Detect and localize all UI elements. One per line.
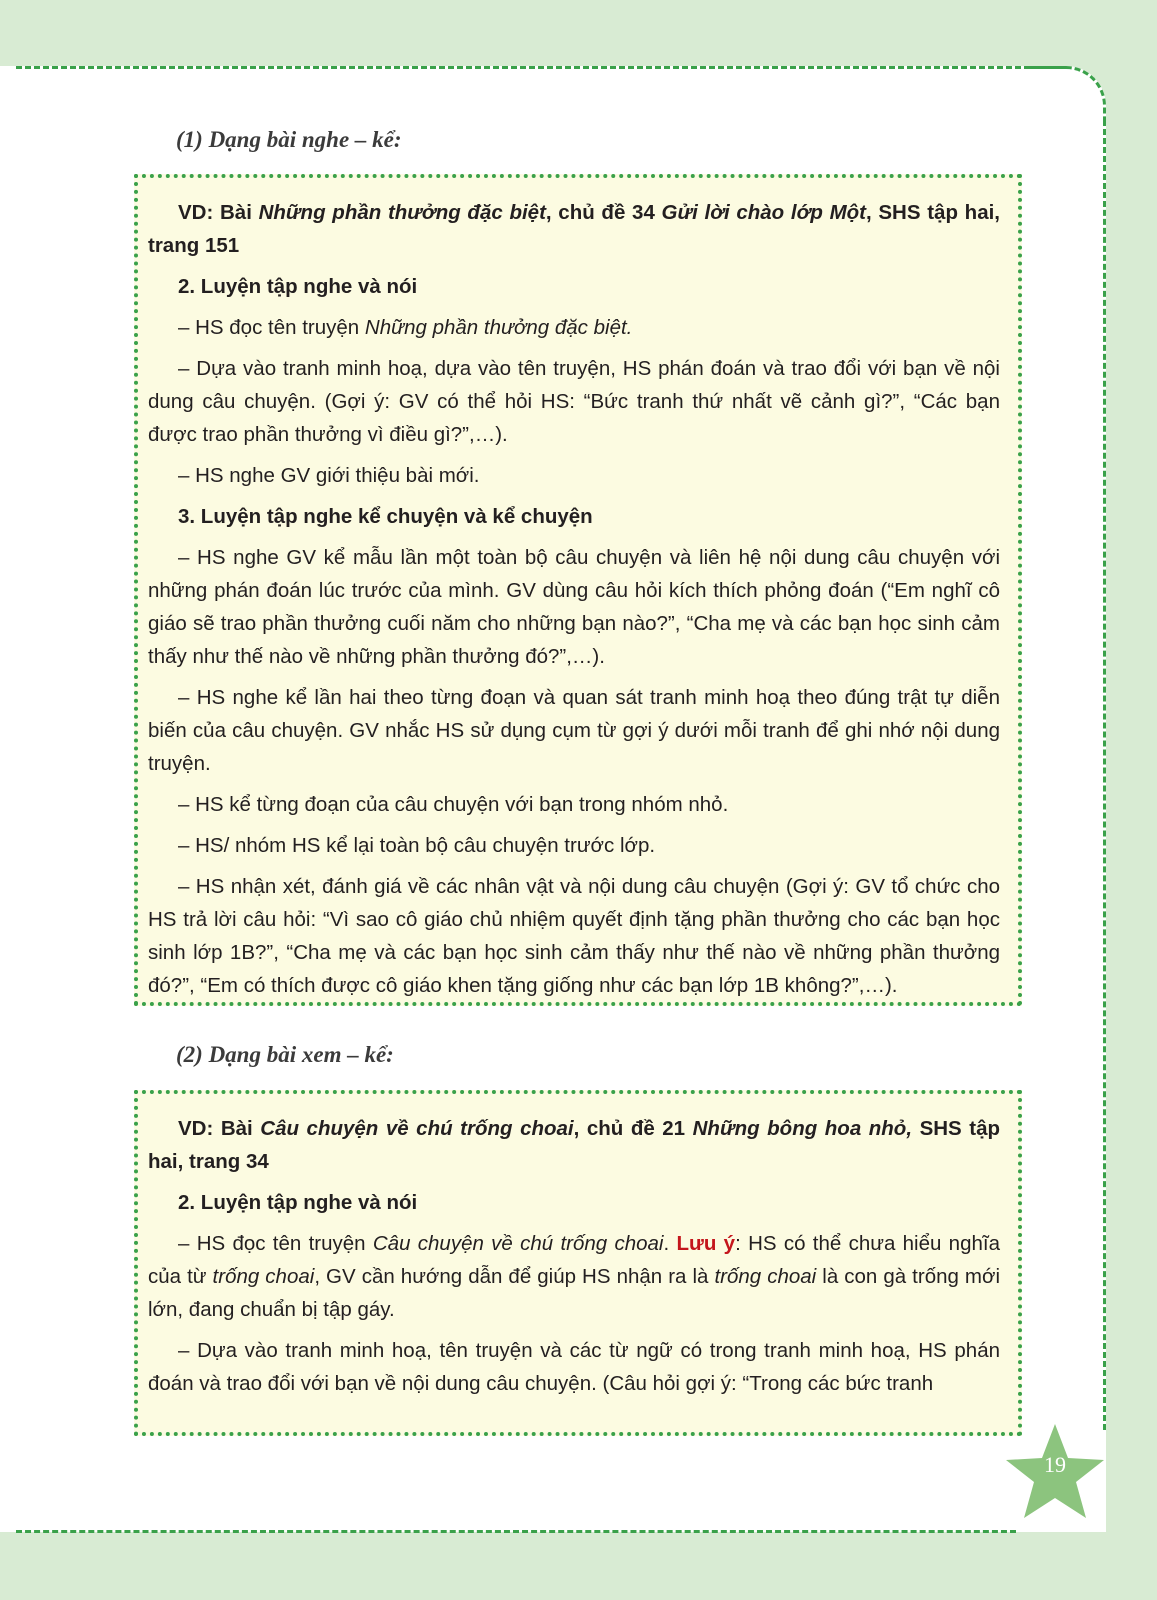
paragraph-text: . — [663, 1232, 677, 1255]
title-prefix: VD: Bài — [178, 1117, 261, 1140]
paragraph: – HS nhận xét, đánh giá về các nhân vật và nội dung câu chuyện (Gợi ý: GV tổ chức cho HS trả lời câu hỏi: “Vì sao cô giáo chủ nhiệm quyết định tặng phần thưởng cho các bạn học sinh lớp 1B?”, “Cha mẹ và các bạn học sinh cảm thấy như thế nào về những phần thưởng đó?”, “Em có thích được cô giáo khen tặng giống như các bạn lớp 1B không?”,…). — [148, 875, 1000, 997]
frame-right-border — [1103, 120, 1106, 1430]
paragraph: – Dựa vào tranh minh hoạ, tên truyện và các từ ngữ có trong tranh minh hoạ, HS phán đoán và trao đổi với bạn về nội dung câu chuyện. (Câu hỏi gợi ý: “Trong các bức tranh — [148, 1339, 1000, 1395]
paragraph: – HS/ nhóm HS kể lại toàn bộ câu chuyện trước lớp. — [178, 834, 656, 857]
frame-top-border — [16, 66, 1066, 69]
title-suffix: SHS tập hai, trang 34 — [148, 1117, 1000, 1173]
paragraph-text: : HS có thể chưa hiểu nghĩa của từ — [148, 1232, 1000, 1288]
subheading-practice-listen-speak: 2. Luyện tập nghe và nói — [178, 275, 418, 298]
lesson-name: Câu chuyện về chú trống choai — [260, 1117, 574, 1140]
section-heading-listen-tell: (1) Dạng bài nghe – kể: — [176, 127, 402, 152]
topic-name: Những bông hoa nhỏ, — [692, 1117, 913, 1140]
story-name: Câu chuyện về chú trống choai — [372, 1232, 664, 1255]
subheading-practice-storytelling: 3. Luyện tập nghe kể chuyện và kể chuyện — [178, 505, 593, 528]
paragraph: – HS kể từng đoạn của câu chuyện với bạn trong nhóm nhỏ. — [178, 793, 729, 816]
title-suffix: , SHS tập hai, trang 151 — [148, 201, 1000, 257]
paragraph: – HS nghe kể lần hai theo từng đoạn và quan sát tranh minh hoạ theo đúng trật tự diễn biến của câu chuyện. GV nhắc HS sử dụng cụm từ gợi ý dưới mỗi tranh để ghi nhớ nội dung truyện. — [148, 686, 1000, 775]
example-title — [148, 196, 1000, 262]
title-mid: , chủ đề 21 — [573, 1117, 693, 1140]
paragraph — [148, 1227, 1000, 1326]
section-heading-watch-tell: (2) Dạng bài xem – kể: — [176, 1042, 394, 1067]
example-title — [148, 1112, 1000, 1178]
paragraph-text: , GV cần hướng dẫn để giúp HS nhận ra là — [314, 1265, 715, 1288]
page-number: 19 — [1044, 1452, 1066, 1477]
paragraph: – HS nghe GV giới thiệu bài mới. — [178, 464, 480, 487]
lesson-name: Những phần thưởng đặc biệt — [258, 201, 546, 224]
paragraph: – HS nghe GV kể mẫu lần một toàn bộ câu chuyện và liên hệ nội dung câu chuyện với những phán đoán lúc trước của mình. GV dùng câu hỏi kích thích phỏng đoán (“Em nghĩ cô giáo sẽ trao phần thưởng cuối năm cho những bạn nào?”, “Cha mẹ và các bạn học sinh cảm thấy như thế nào về những phần thưởng đó?”,…). — [148, 546, 1000, 668]
frame-corner-border — [1030, 66, 1106, 126]
story-name: Những phần thưởng đặc biệt. — [364, 316, 633, 339]
paragraph-text: – HS đọc tên truyện — [178, 316, 365, 339]
paragraph-text: – HS đọc tên truyện — [178, 1232, 373, 1255]
topic-name: Gửi lời chào lớp Một — [661, 201, 866, 224]
frame-bottom-border — [16, 1530, 1016, 1533]
paragraph — [148, 311, 1000, 344]
paragraph: – Dựa vào tranh minh hoạ, dựa vào tên truyện, HS phán đoán và trao đổi với bạn về nội dung câu chuyện. (Gợi ý: GV có thể hỏi HS: “Bức tranh thứ nhất vẽ cảnh gì?”, “Các bạn được trao phần thưởng vì điều gì?”,…). — [148, 357, 1000, 446]
title-mid: , chủ đề 34 — [545, 201, 662, 224]
term: trống choai — [212, 1265, 315, 1288]
title-prefix: VD: Bài — [178, 201, 259, 224]
term: trống choai — [714, 1265, 817, 1288]
subheading-practice-listen-speak: 2. Luyện tập nghe và nói — [178, 1191, 418, 1214]
example-box-watch-tell — [134, 1090, 1022, 1436]
note-label: Lưu ý — [676, 1232, 736, 1255]
paragraph-text: là con gà trống mới lớn, đang chuẩn bị tập gáy. — [148, 1265, 1001, 1321]
example-box-listen-tell — [134, 174, 1022, 1006]
